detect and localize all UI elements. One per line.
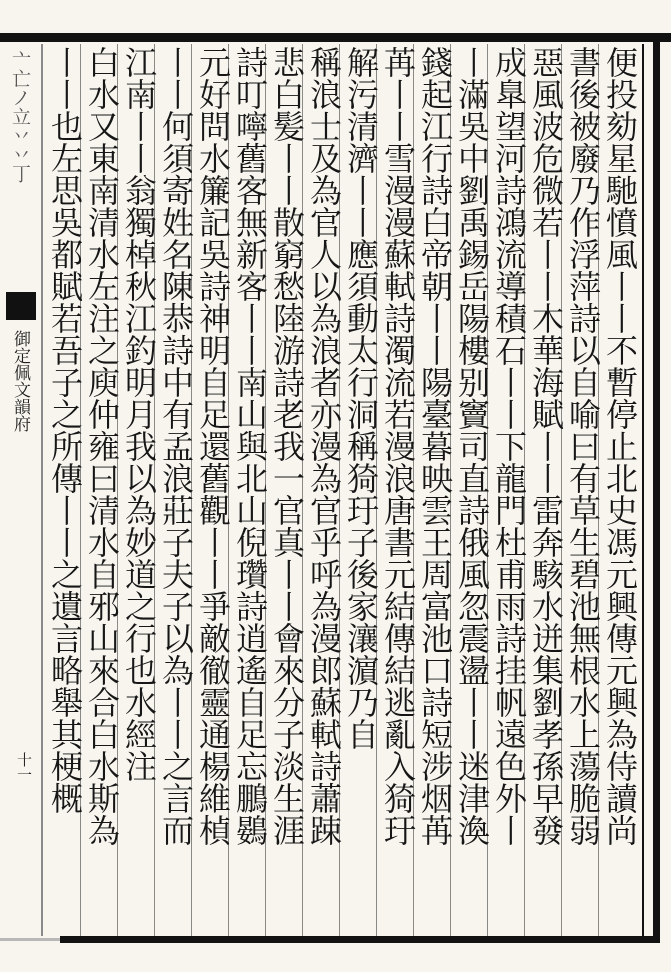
text-column: 錢起江行詩白帝朝丨丨陽臺暮映雲王周富池口詩短涉烟苒 (416, 46, 454, 846)
text-column: 元好問水簾記吳詩神明自足還舊觀丨丨爭敵徹靈通楊維楨 (194, 46, 232, 846)
text-column: 丨丨何須寄姓名陳恭詩中有孟浪莊子夫子以為丨丨之言而 (157, 46, 195, 846)
book-title: 御定佩文韻府 (10, 330, 30, 432)
fish-tail-block (6, 292, 36, 320)
text-column: 書後被廢乃作浮萍詩以自喻曰有草生碧池無根水上蕩脆弱 (564, 46, 602, 846)
text-column: 惡風波危微若丨丨木華海賦丨丨雷奔駭水迸集劉孝孫早發 (527, 46, 565, 846)
frame-top-border (0, 33, 671, 42)
text-column: 丨丨也左思吳都賦若吾子之所傳丨丨之遺言略舉其梗概 (46, 46, 84, 814)
frame-right-border (653, 33, 660, 941)
frame-bottom-fade (0, 938, 60, 941)
page-number: 十一 (15, 752, 33, 782)
text-column: 悲白髪丨丨散窮愁陸游詩老我一官真丨丨會來分子淡生涯 (268, 46, 306, 846)
fish-tail-text: 亠亡ノ立丷丷丁 (9, 50, 31, 183)
frame-bottom-border (60, 936, 660, 943)
text-column: 便投劾星馳憤風丨丨不暫停止北史馮元興傳元興為侍讀尚 (601, 46, 639, 846)
text-column: 白水又東南清水左注之庾仲雍曰清水自邪山來合白水斯為 (83, 46, 121, 846)
frame-right-inner-border (642, 44, 644, 941)
gutter-line (41, 44, 43, 936)
text-column: 詩叮嚀舊客無新客丨丨南山與北山倪瓚詩逍遙自足忘鵬鷃 (231, 46, 269, 846)
text-column: 成臯望河詩鴻流導積石丨丨下龍門杜甫雨詩挂帆遠色外丨 (490, 46, 528, 846)
text-column: 苒丨丨雪漫漫蘇軾詩濁流若漫浪唐書元結傳結逃亂入猗玗 (379, 46, 417, 846)
text-column: 稱浪士及為官人以為浪者亦漫為官乎呼為漫郎蘇軾詩蕭踈 (305, 46, 343, 846)
text-column: 解污清濟丨丨應須動太行洞稱猗玗子後家瀼濵乃自 (342, 46, 380, 750)
text-column: 丨滿吳中劉禹錫岳陽樓别竇司直詩俄風忽震盪丨丨迷津渙 (453, 46, 491, 846)
text-column: 江南丨丨翁獨棹秋江釣明月我以為妙道之行也水經注 (120, 46, 158, 782)
